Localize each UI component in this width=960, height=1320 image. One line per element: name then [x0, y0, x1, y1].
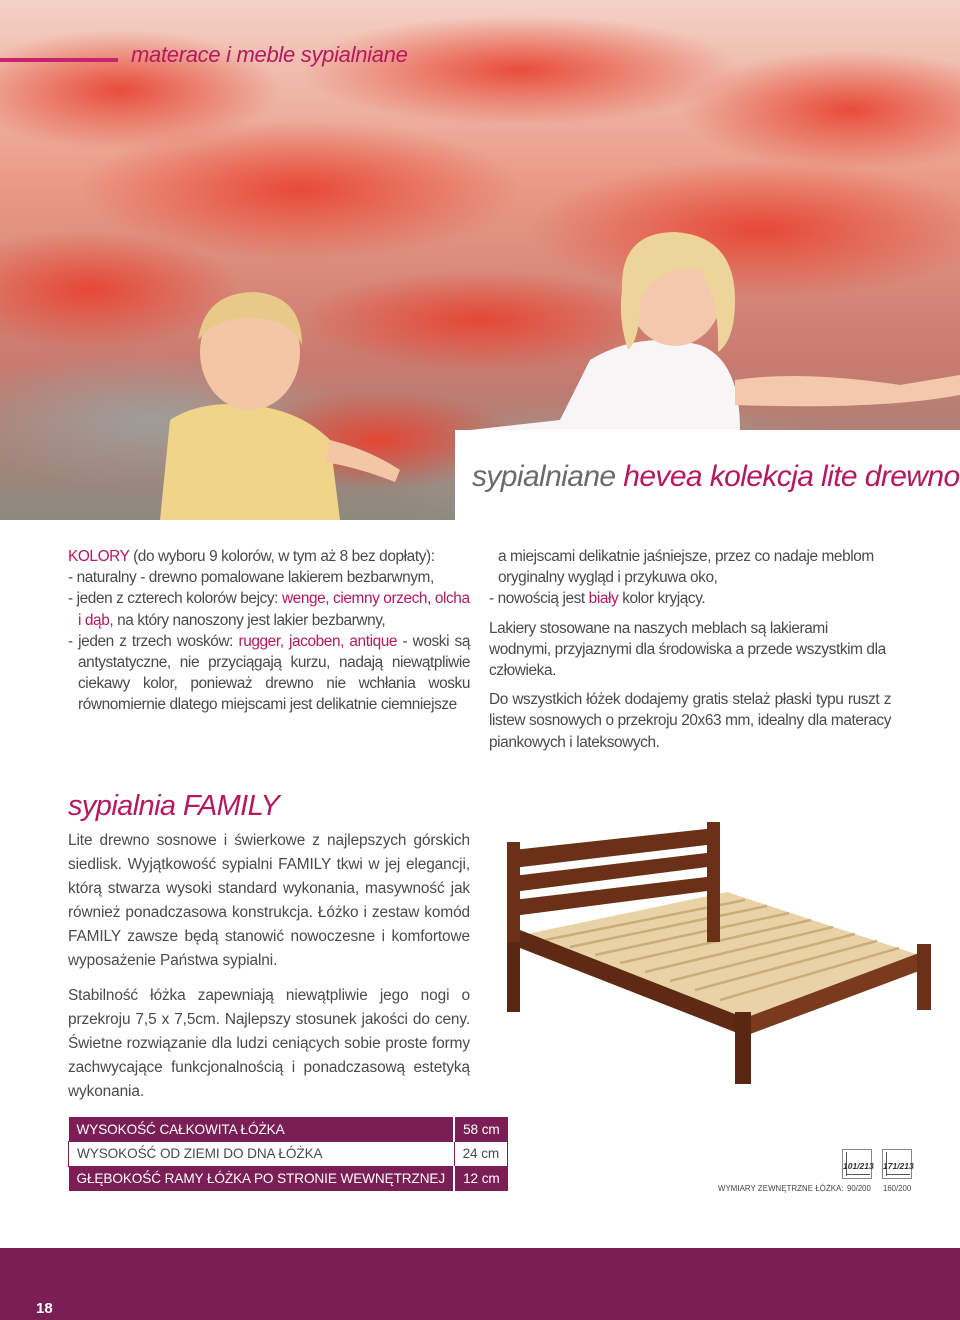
bed-leg-back	[507, 942, 520, 1012]
spec-table	[68, 1117, 508, 1191]
family-title: sypialnia FAMILY	[68, 790, 280, 822]
dimension-arrow-icon	[886, 1174, 910, 1175]
woski-rest: - woski są antystatyczne, nie przyciągają kurzu, nadają niewątpliwie ciekawy kolor, ponieważ drewno nie wchłania wosku równomiernie dlatego miejscami jest delikatnie ciemniejsze	[78, 632, 470, 714]
family-paragraph-1: Lite drewno sosnowe i świerkowe z najlepszych górskich siedlisk. Wyjątkowość sypialni FAMILY tkwi w jej elegancji, którą stwarza wysoki standard wykonania, masywność jak również ponadczasowa konstrukcja. Łóżko i zestaw komód FAMILY zawsze będą stanowić nowoczesne i komfortowe wyposażenie Państwa sypialni.	[68, 832, 470, 969]
colors-line-bialy	[489, 588, 891, 609]
page-number: 18	[36, 1300, 53, 1317]
dimensions-label: WYMIARY ZEWNĘTRZNE ŁÓŻKA:	[718, 1184, 844, 1193]
family-bed-image	[495, 822, 935, 1092]
family-description	[68, 829, 470, 1104]
collection-title-main: sypialniane	[472, 460, 616, 493]
bialy-pre: - nowością jest	[489, 590, 589, 608]
woski-colors: rugger, jacoben, antique	[238, 632, 398, 650]
dimension-box-160	[882, 1149, 912, 1179]
section-title: materace i meble sypialniane	[131, 42, 408, 67]
bed-dimensions	[718, 1145, 918, 1195]
colors-line-woski	[68, 631, 470, 716]
bed-leg-right	[917, 944, 931, 1010]
spec-label: WYSOKOŚĆ OD ZIEMI DO DNA ŁÓŻKA	[69, 1142, 455, 1167]
dimension-box-90	[842, 1149, 872, 1179]
colors-line-natural: - naturalny - drewno pomalowane lakierem bezbarwnym,	[68, 569, 434, 587]
collection-title-accent: hevea kolekcja lite drewno	[623, 460, 960, 493]
spec-label: WYSOKOŚĆ CAŁKOWITA ŁÓŻKA	[69, 1117, 455, 1142]
colors-heading	[68, 546, 470, 567]
family-paragraph-2: Stabilność łóżka zapewniają niewątpliwie jego nogi o przekroju 7,5 x 7,5cm. Najlepszy stosunek jakości do ceny. Świetne rozwiązanie dla ludzi ceniących sobie proste formy zachwycające funkcjonalnością i ponadczasową estetyką wykonania.	[68, 987, 470, 1100]
bejca-pre: - jeden z czterech kolorów bejcy:	[68, 590, 282, 608]
colors-description	[68, 546, 470, 716]
woski-pre: - jeden z trzech wosków:	[68, 632, 239, 650]
spec-row	[69, 1117, 508, 1142]
bialy-rest: kolor kryjący.	[618, 590, 706, 608]
stelaz-paragraph: Do wszystkich łóżek dodajemy gratis stelaż płaski typu ruszt z listew sosnowych o przekroju 20x63 mm, idealny dla materacy piankowych i lateksowych.	[489, 691, 891, 751]
dimension-value: 171/213	[883, 1161, 914, 1171]
bed-leg-front	[735, 1012, 751, 1084]
kolory-label: KOLORY	[68, 548, 130, 565]
spec-value: 24 cm	[454, 1142, 508, 1167]
dimension-size: 90/200	[847, 1184, 871, 1193]
header-accent-bar	[0, 58, 118, 62]
colors-line-bejca	[68, 588, 470, 609]
dimension-arrow-icon	[846, 1174, 870, 1175]
spec-label: GŁĘBOKOŚĆ RAMY ŁÓŻKA PO STRONIE WEWNĘTRZNEJ	[69, 1166, 455, 1191]
bejca-colors: wenge, ciemny orzech, olcha	[281, 590, 470, 608]
spec-value: 12 cm	[454, 1166, 508, 1191]
dimension-value: 101/213	[843, 1161, 874, 1171]
dab-color: i dąb	[78, 611, 110, 629]
footer-bar	[0, 1248, 960, 1320]
colors-line-dab	[68, 610, 470, 631]
bialy-color: biały	[588, 590, 619, 608]
collection-title	[472, 460, 960, 494]
dab-rest: , na który nanoszony jest lakier bezbarwny,	[109, 611, 386, 629]
colors-description-continued	[489, 546, 891, 761]
dimension-size: 160/200	[883, 1184, 912, 1193]
lakiery-paragraph: Lakiery stosowane na naszych meblach są lakierami wodnymi, przyjaznymi dla środowiska a przede wszystkim dla człowieka.	[489, 619, 886, 680]
spec-value: 58 cm	[454, 1117, 508, 1142]
kolory-rest: (do wyboru 9 kolorów, w tym aż 8 bez dopłaty):	[129, 548, 435, 565]
colors-line-jasniejsze: a miejscami delikatnie jaśniejsze, przez co nadaje meblom oryginalny wygląd i przykuwa oko,	[498, 548, 874, 587]
spec-row	[69, 1166, 508, 1191]
spec-row	[69, 1142, 508, 1167]
